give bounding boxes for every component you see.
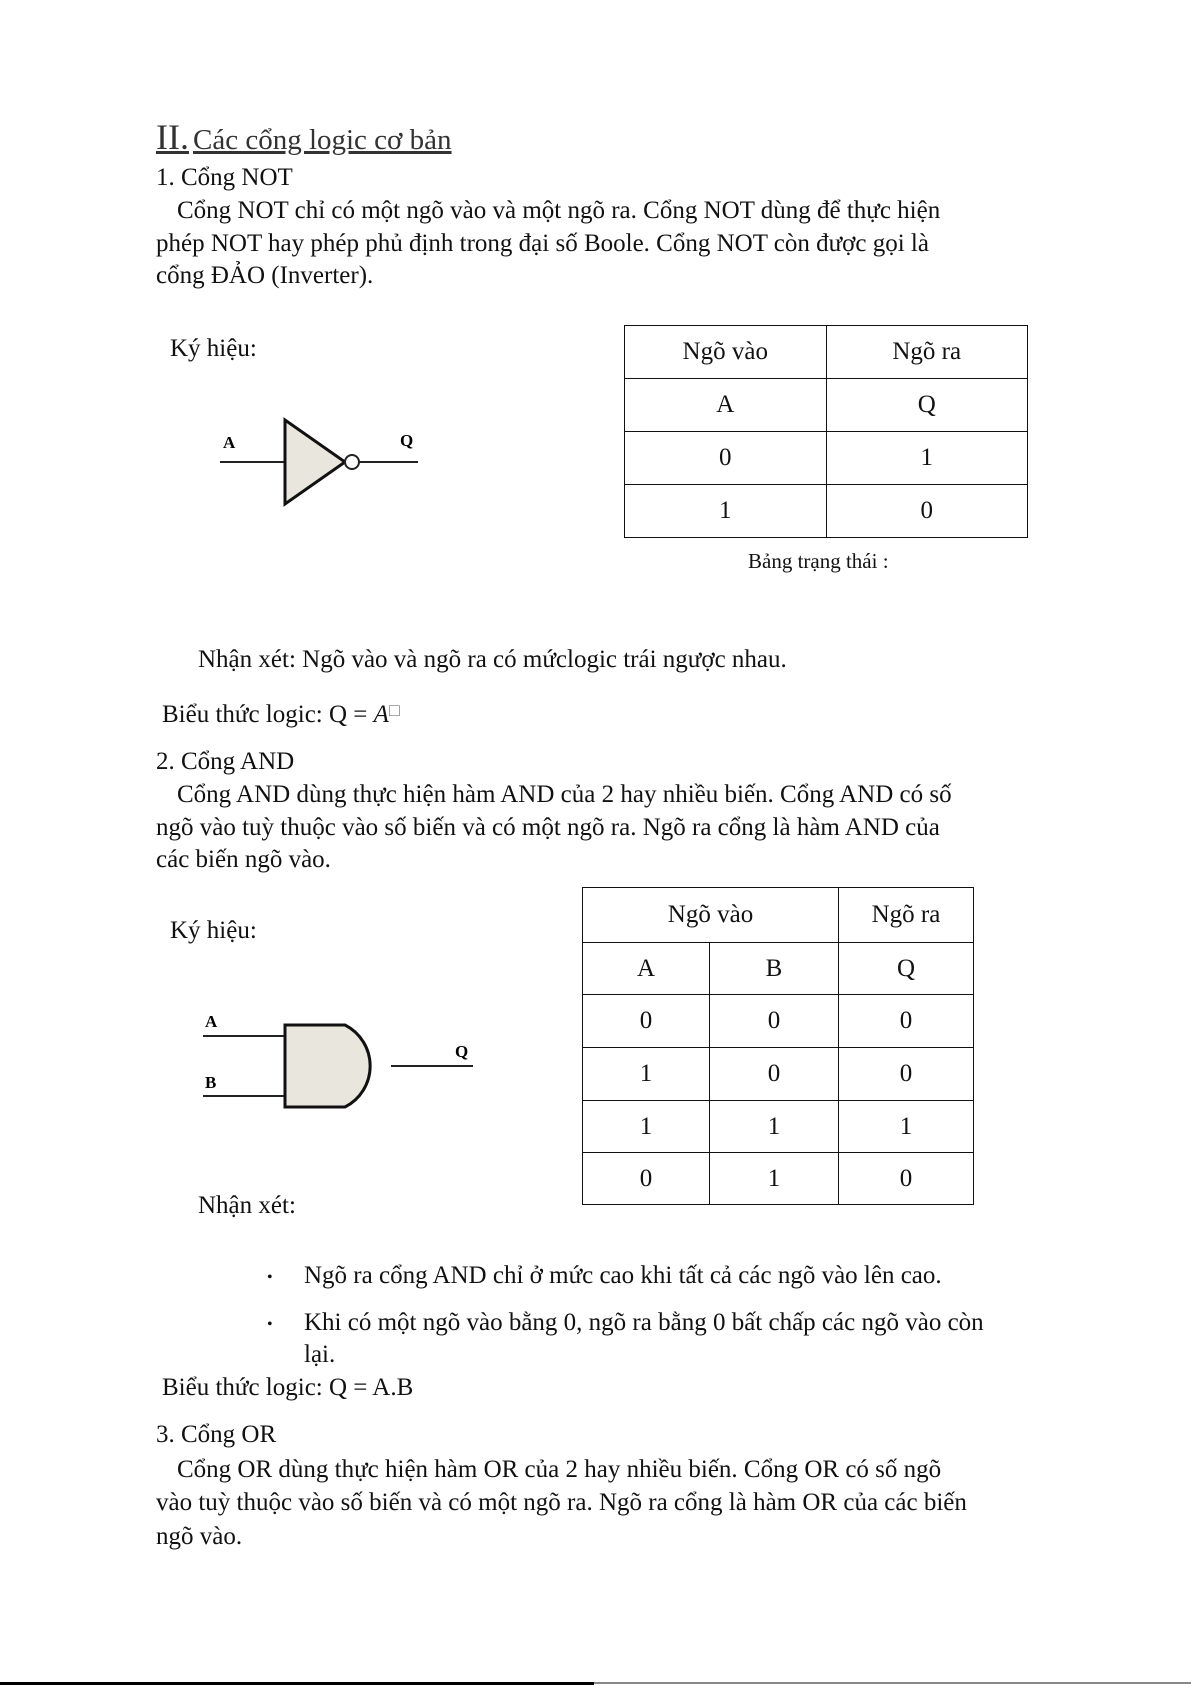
not-expression: [162, 695, 400, 730]
and-remark-label: Nhận xét:: [198, 1192, 296, 1219]
not-paragraph-line: Cổng NOT chỉ có một ngõ vào và một ngõ ra. Cổng NOT dùng để thực hiện: [177, 197, 941, 224]
not-gate-symbol: [215, 410, 425, 510]
not-paragraph-line: cổng ĐẢO (Inverter).: [156, 262, 374, 289]
table-cell: 0: [839, 1153, 974, 1205]
page-bottom-rule: [0, 1682, 1191, 1684]
bullet-icon: •: [267, 1316, 273, 1333]
table-cell: 1: [710, 1153, 839, 1205]
table-cell: 0: [583, 995, 710, 1048]
and-paragraph-line: Cổng AND dùng thực hiện hàm AND của 2 hay nhiều biến. Cổng AND có số: [177, 781, 952, 808]
not-truth-table: [624, 325, 1028, 538]
or-paragraph-line: vào tuỳ thuộc vào số biến và có một ngõ ra. Ngõ ra cổng là hàm OR của các biến: [156, 1489, 967, 1516]
missing-glyph-box: □: [388, 700, 400, 720]
and-expression: Biểu thức logic: Q = A.B: [162, 1374, 414, 1401]
table-cell: 1: [826, 432, 1028, 485]
not-symbol-label: Ký hiệu:: [170, 335, 257, 362]
header-cell: Ngõ vào: [583, 888, 839, 943]
header-cell: Ngõ vào: [625, 326, 827, 379]
bullet-item-continued: lại.: [304, 1341, 336, 1368]
not-title: 1. Cổng NOT: [156, 164, 293, 191]
and-paragraph-line: các biến ngõ vào.: [156, 846, 331, 873]
bullet-item: Ngõ ra cổng AND chỉ ở mức cao khi tất cả các ngõ vào lên cao.: [304, 1262, 942, 1289]
and-title: 2. Cổng AND: [156, 748, 295, 775]
not-input-label: A: [223, 433, 236, 452]
truth-table-caption: Bảng trạng thái :: [748, 549, 889, 573]
table-cell: Q: [839, 943, 974, 995]
and-input-b-label: B: [205, 1073, 217, 1092]
table-cell: A: [625, 379, 827, 432]
table-cell: A: [583, 943, 710, 995]
or-title: 3. Cổng OR: [156, 1421, 277, 1448]
header-cell: Ngõ ra: [826, 326, 1028, 379]
and-truth-table: [582, 887, 974, 1205]
table-cell: 0: [826, 485, 1028, 538]
and-output-label: Q: [455, 1042, 469, 1061]
table-cell: 1: [839, 1101, 974, 1153]
table-cell: 0: [710, 1048, 839, 1101]
table-cell: 0: [710, 995, 839, 1048]
table-cell: 0: [839, 1048, 974, 1101]
table-cell: 1: [625, 485, 827, 538]
expression-var: A: [373, 701, 389, 728]
not-remark: Nhận xét: Ngõ vào và ngõ ra có mứclogic trái ngược nhau.: [198, 646, 787, 673]
heading-text: Các cổng logic cơ bản: [192, 124, 452, 156]
section-heading: [156, 116, 452, 158]
bullet-icon: •: [267, 1269, 273, 1286]
header-cell: Ngõ ra: [839, 888, 974, 943]
table-cell: 0: [839, 995, 974, 1048]
table-cell: 0: [625, 432, 827, 485]
table-cell: Q: [826, 379, 1028, 432]
table-cell: 1: [710, 1101, 839, 1153]
and-paragraph-line: ngõ vào tuỳ thuộc vào số biến và có một ngõ ra. Ngõ ra cổng là hàm AND của: [156, 814, 940, 841]
heading-number: II.: [156, 117, 189, 157]
table-cell: 0: [583, 1153, 710, 1205]
bullet-item: Khi có một ngõ vào bằng 0, ngõ ra bằng 0 bất chấp các ngõ vào còn: [304, 1309, 984, 1336]
or-paragraph-line: Cổng OR dùng thực hiện hàm OR của 2 hay nhiều biến. Cổng OR có số ngõ: [177, 1456, 942, 1483]
and-input-a-label: A: [205, 1012, 218, 1031]
table-cell: 1: [583, 1101, 710, 1153]
and-symbol-label: Ký hiệu:: [170, 917, 257, 944]
not-output-label: Q: [400, 431, 414, 450]
table-cell: B: [710, 943, 839, 995]
table-cell: 1: [583, 1048, 710, 1101]
expression-text: Biểu thức logic: Q =: [162, 701, 374, 728]
or-paragraph-line: ngõ vào.: [156, 1523, 243, 1550]
and-gate-symbol: [195, 1005, 485, 1120]
not-paragraph-line: phép NOT hay phép phủ định trong đại số Boole. Cổng NOT còn được gọi là: [156, 230, 929, 257]
